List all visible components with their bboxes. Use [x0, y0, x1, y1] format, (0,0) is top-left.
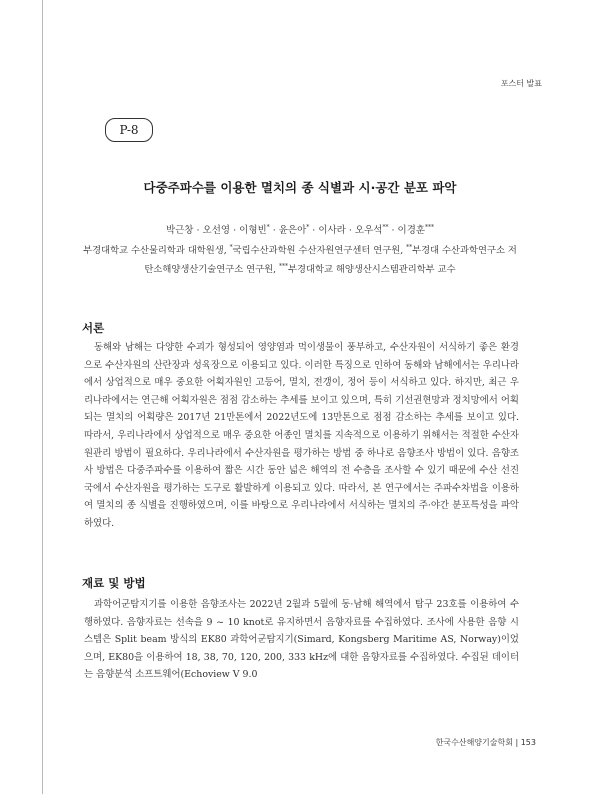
intro-heading: 서론: [82, 321, 105, 335]
poster-id-badge: P-8: [105, 118, 153, 142]
page-footer: 한국수산해양기술학회 | 153: [435, 738, 536, 747]
page-margin-rule: [42, 0, 43, 794]
author-name: 이경훈: [397, 225, 426, 237]
author-name: 이사라: [318, 225, 346, 237]
author-list: 박근창 · 오선영 · 이형빈* · 윤은아* · 이사라 · 오우석** · 이경훈***: [165, 224, 435, 237]
author-name: 윤은아: [278, 225, 307, 237]
methods-heading: 재료 및 방법: [82, 576, 146, 590]
intro-paragraph: 동해와 남해는 다양한 수괴가 형성되어 영양염과 먹이생물이 풍부하고, 수산자원이 서식하기 좋은 환경으로 수산자원의 산란장과 성육장으로 이용되고 있다. 이러한 특징으로 인하여 동해와 남해에서는 우리나라에서 상업적으로 매우 중요한 어획자원인 고등어, 멸치, 전갱이, 정어 등이 서식하고 있다. 하지만, 최근 우리나라에서는 연근해 어획자원은 점점 감소하는 추세를 보이고 있으며, 특히 기선권현망과 정치망에서 어획되는 멸치의 어획량은 2017년 21만톤에서 2022년도에 13만톤으로 점점 감소하는 추세를 보이고 있다. 따라서, 우리나라에서 상업적으로 매우 중요한 어종인 멸치를 지속적으로 이용하기 위해서는 적절한 수산자원관리 방법이 필요하다. 우리나라에서 수산자원을 평가하는 방법 중 하나로 음향조사 방법이 있다. 음향조사 방법은 다중주파수를 이용하여 짧은 시간 동안 넓은 해역의 전 수층을 조사할 수 있기 때문에 수산 선진국에서 수산자원을 평가하는 도구로 활발하게 이용되고 있다. 따라서, 본 연구에서는 주파수차법을 이용하여 멸치의 종 식별을 진행하였으며, 이를 바탕으로 우리나라에서 서식하는 멸치의 주·야간 분포특성을 파악하였다.: [84, 342, 519, 529]
methods-body: [84, 596, 519, 684]
affiliation: 부경대학교 수산물리학과 대학원생, *국립수산과학원 수산자원연구센터 연구원, **부경대 수산과학연구소 저탄소해양생산기술연구소 연구원, ***부경대학교 해양생산시스템관리학부 교수: [83, 244, 517, 276]
section-label: 포스터 발표: [500, 79, 542, 88]
author-name: 박근창: [165, 225, 194, 237]
intro-body: [84, 339, 519, 533]
author-name: 이형빈: [239, 225, 267, 237]
paper-title: 다중주파수를 이용한 멸치의 종 식별과 시·공간 분포 파악: [143, 180, 457, 195]
methods-paragraph: 과학어군탐지기를 이용한 음향조사는 2022년 2월과 5월에 동·남해 해역에서 탐구 23호를 이용하여 수행하였다. 음향자료는 선속을 9 ~ 10 knot로 유지하면서 음향자료를 수집하였다. 조사에 사용한 음향 시스템은 Split beam 방식의 EK80 과학어군탐지기(Simard, Kongsberg Maritime AS, Norway)이었으며, EK80을 이용하여 18, 38, 70, 120, 200, 333 kHz에 대한 음향자료를 수집하였다. 수집된 데이터는 음향분석 소프트웨어(Echoview V 9.0: [84, 599, 519, 681]
author-name: 오선영: [202, 225, 231, 237]
author-name: 오우석: [354, 225, 383, 237]
